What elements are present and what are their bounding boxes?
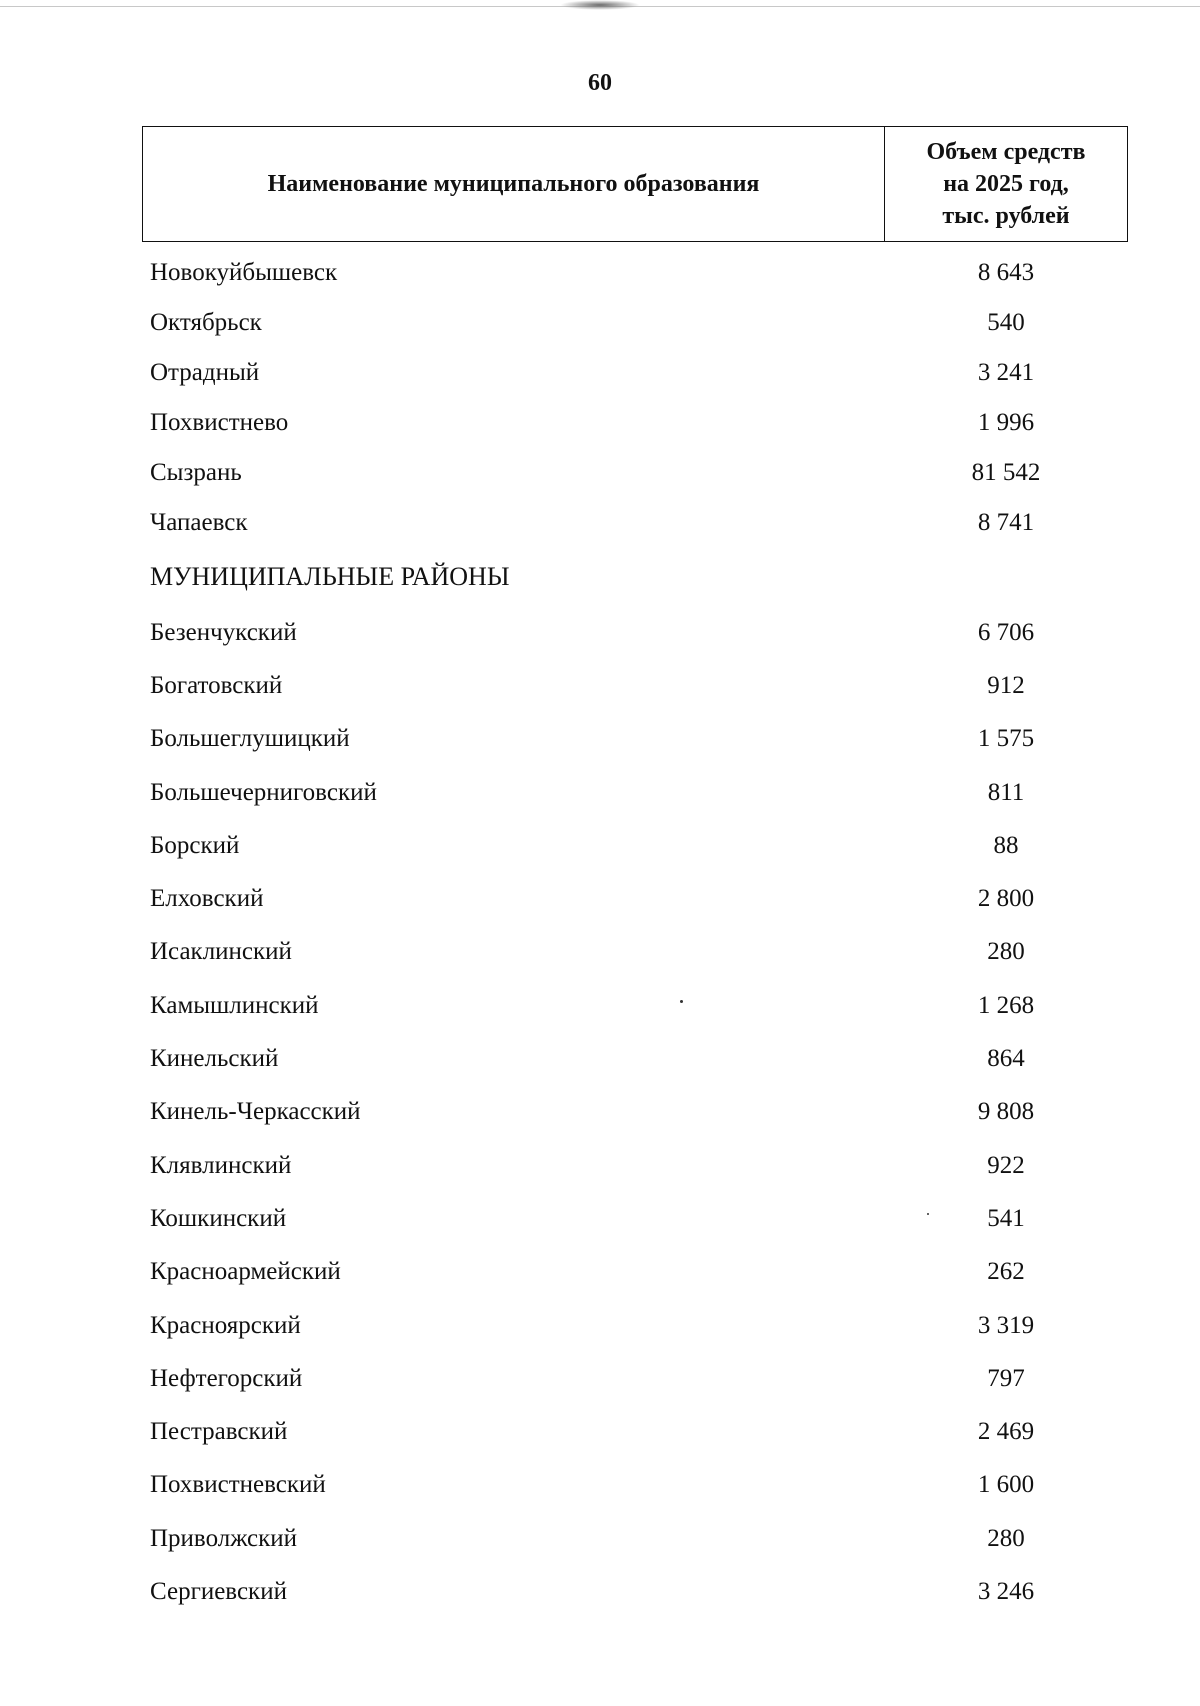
municipality-name: Чапаевск [150,509,248,536]
funding-amount: 1 268 [977,991,1035,1019]
table-row [142,979,1128,1032]
municipality-name: Богатовский [150,671,283,699]
table-row [142,606,1128,659]
column-header-amount: Объем средств на 2025 год, тыс. рублей [926,139,1086,229]
funding-amount: 8 643 [977,259,1035,286]
table-row [142,448,1128,498]
table-row [142,1246,1128,1299]
funding-amount: 3 319 [977,1311,1035,1339]
funding-amount: 1 600 [977,1471,1035,1499]
page-number: 60 [588,70,612,96]
funding-amount: 8 741 [977,509,1035,536]
funding-amount: 9 808 [977,1098,1035,1126]
municipality-name: Борский [150,831,240,859]
table-row [142,1032,1128,1085]
municipality-name: Похвистневский [150,1471,326,1499]
table-row [142,1086,1128,1139]
funding-amount: 1 996 [977,409,1035,436]
funding-amount: 3 241 [977,359,1035,386]
table-row [142,1192,1128,1245]
table-row [142,1565,1128,1618]
funding-amount: 2 800 [977,885,1035,913]
municipality-name: Октябрьск [150,309,262,336]
funding-amount: 262 [987,1258,1025,1286]
table-row [142,298,1128,348]
municipality-name: Отрадный [150,359,260,386]
municipality-name: Клявлинский [150,1151,292,1179]
table-row [142,659,1128,712]
municipality-name: Елховский [150,885,264,913]
municipality-name: Пестравский [150,1418,288,1446]
municipality-name: Нефтегорский [150,1364,303,1392]
table-row [142,819,1128,872]
municipality-name: Новокуйбышевск [150,259,338,286]
municipality-name: Большечерниговский [150,778,377,806]
table-row [142,248,1128,298]
municipality-name: Красноармейский [150,1258,341,1286]
municipality-name: Большеглушицкий [150,725,350,753]
municipality-name: Безенчукский [150,618,297,646]
municipality-name: Похвистнево [150,409,289,436]
funding-amount: 811 [987,778,1025,806]
table-row [142,1512,1128,1565]
funding-amount: 6 706 [977,618,1035,646]
table-row [142,1299,1128,1352]
table-row [142,766,1128,819]
table-row [142,1139,1128,1192]
section-title: МУНИЦИПАЛЬНЫЕ РАЙОНЫ [150,562,510,591]
district-rows [142,606,1128,1619]
municipality-name: Кошкинский [150,1204,287,1232]
table-header [142,126,1128,242]
municipality-name: Камышлинский [150,991,319,1019]
city-rows [142,248,1128,548]
section-title-row [142,548,1128,606]
table-row [142,1459,1128,1512]
funding-amount: 912 [987,671,1025,699]
table-row [142,1405,1128,1458]
municipality-name: Приволжский [150,1524,298,1552]
municipality-name: Кинель-Черкасский [150,1098,361,1126]
table-body [142,248,1128,1619]
funding-amount: 797 [987,1364,1025,1392]
table-row [142,713,1128,766]
funding-amount: 864 [987,1045,1025,1073]
funding-amount: 81 542 [971,459,1041,486]
funding-amount: 88 [993,831,1019,859]
funding-amount: 280 [987,938,1025,966]
municipality-name: Исаклинский [150,938,292,966]
scan-smudge [560,0,640,10]
municipality-name: Кинельский [150,1045,279,1073]
funding-amount: 3 246 [977,1577,1035,1605]
table-row [142,1352,1128,1405]
funding-amount: 280 [987,1524,1025,1552]
table-row [142,498,1128,548]
funding-amount: 540 [987,309,1025,336]
municipality-name: Сергиевский [150,1577,287,1605]
funding-amount: 541 [987,1204,1025,1232]
municipality-name: Красноярский [150,1311,301,1339]
table-row [142,926,1128,979]
funding-amount: 1 575 [977,725,1035,753]
table-row [142,348,1128,398]
funding-amount: 2 469 [977,1418,1035,1446]
municipality-name: Сызрань [150,459,242,486]
table-row [142,398,1128,448]
column-header-name: Наименование муниципального образования [143,127,885,241]
table-row [142,872,1128,925]
funding-amount: 922 [987,1151,1025,1179]
